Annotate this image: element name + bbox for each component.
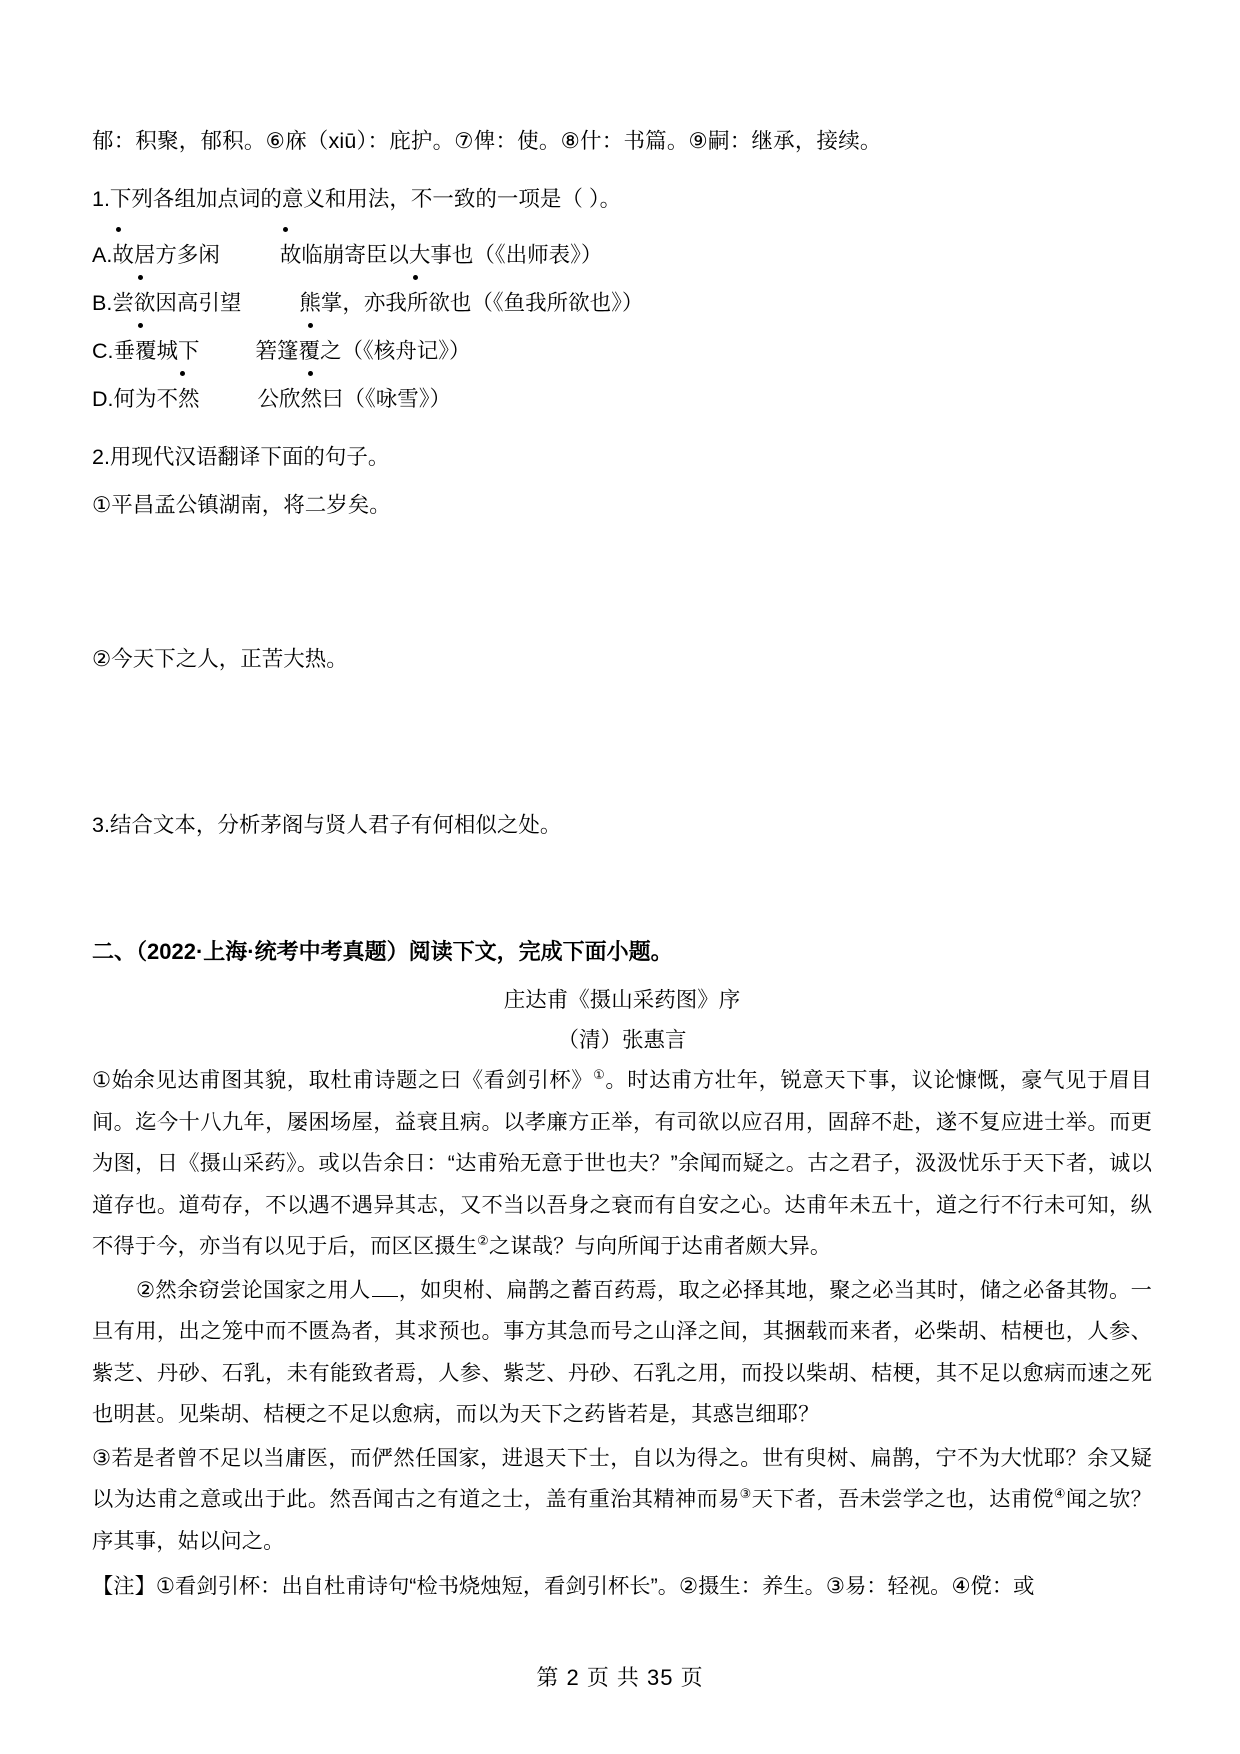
option-c-label: C.: [92, 339, 114, 363]
option-a-label: A.: [92, 243, 113, 267]
page-footer: 第 2 页 共 35 页: [536, 1665, 704, 1690]
option-c[interactable]: [92, 336, 1152, 366]
footnote-continuation: 郁：积聚，郁积。⑥庥（xiū）：庇护。⑦俾：使。⑧什：书篇。⑨嗣：继承，接续。: [92, 129, 882, 153]
option-a-left: 故居方多闲: [112, 243, 220, 267]
paragraph-2-marker: ②: [136, 1277, 156, 1302]
answer-space-2-2[interactable]: [92, 682, 1152, 802]
footnote-marker-3: ③: [739, 1485, 752, 1501]
section-two-heading: 二、（2022·上海·统考中考真题）阅读下文，完成下面小题。: [92, 939, 673, 964]
emphasis-dot: [308, 323, 313, 328]
option-d-label: D.: [92, 387, 114, 411]
answer-space-2-1[interactable]: [92, 528, 1152, 636]
option-a-right: 故临崩寄臣以大事也（《出师表》）: [279, 243, 603, 267]
emphasis-dot: [138, 323, 143, 328]
emphasis-dot: [413, 275, 418, 280]
emphasis-dot: [308, 371, 313, 376]
option-a[interactable]: [92, 240, 1152, 270]
passage-title: 庄达甫《摄山采药图》序: [503, 988, 741, 1012]
passage-paragraph-1: [92, 1060, 1152, 1268]
paragraph-1-text-b: 。时达甫方壮年，锐意天下事，议论慷慨，豪气见于眉目间。迄今十八九年，屡困场屋，益衰且病。以孝廉方正举，有司欲以应召用，固辞不赴，遂不复应进士举。而更为图，日《摄山采药》。或以告余日：“达甫殆无意于世也夫？”余闻而疑之。古之君子，汲汲忧乐于天下者，诚以道存也。道苟存，不以遇不遇异其志，又不当以吾身之衰而有自安之心。达甫年未五十，道之行不行未可知，纵不得于今，亦当有以见于后，而区区摄生: [92, 1068, 1152, 1258]
passage-paragraph-2: [92, 1270, 1152, 1436]
option-b-left: 尝欲因高引望: [112, 291, 242, 315]
option-b-right: 熊掌，亦我所欲也（《鱼我所欲也》）: [299, 291, 644, 315]
passage-paragraph-3: [92, 1438, 1152, 1563]
option-b-label: B.: [92, 291, 113, 315]
option-d-left: 何为不然: [113, 387, 200, 411]
question-2-item-2: ②今天下之人，正苦大热。: [92, 647, 348, 671]
paragraph-2-text-b: ，如臾柎、扁鹊之蓄百药焉，取之必择其地，聚之必当其时，储之必备其物。一旦有用，出之笼中而不匮為者，其求预也。事方其急而号之山泽之间，其捆载而来者，必柴胡、桔梗也，人参、紫芝、丹砂、石乳，未有能致者焉，人参、紫芝、丹砂、石乳之用，而投以柴胡、桔梗，其不足以愈病而速之死也明甚。见柴胡、桔梗之不足以愈病，而以为天下之药皆若是，其惑岂细耶？: [92, 1277, 1152, 1426]
emphasis-dot: [283, 227, 288, 232]
emphasis-dot: [138, 275, 143, 280]
option-d[interactable]: [92, 384, 1152, 414]
option-c-right: 箬篷覆之（《核舟记》）: [255, 339, 471, 363]
option-b[interactable]: [92, 288, 1152, 318]
passage-notes: 【注】①看剑引杯：出自杜甫诗句“检书烧烛短，看剑引杯长”。②摄生：养生。③易：轻视。④傥：或: [92, 1574, 1035, 1598]
footnote-marker-1: ①: [593, 1066, 606, 1082]
paragraph-2-text-a: 然余窃尝论国家之用人: [155, 1277, 371, 1302]
question-2-prompt: 2.用现代汉语翻译下面的句子。: [92, 445, 390, 469]
emphasis-dot: [180, 371, 185, 376]
paragraph-1-text-c: 之谋哉？与向所闻于达甫者颇大异。: [488, 1234, 832, 1258]
footnote-marker-2: ②: [477, 1232, 489, 1248]
option-d-right: 公欣然曰（《咏雪》）: [257, 387, 452, 411]
option-c-left: 垂覆城下: [113, 339, 200, 363]
paragraph-3-text-c: 闻之欤？序其事，姑以问之。: [92, 1487, 1152, 1553]
question-3-prompt: 3.结合文本，分析茅阁与贤人君子有何相似之处。: [92, 813, 562, 837]
paragraph-3-text-b: 天下者，吾未尝学之也，达甫傥: [751, 1487, 1054, 1511]
question-2-item-1: ①平昌孟公镇湖南，将二岁矣。: [92, 493, 391, 517]
question-1-prompt: 1.下列各组加点词的意义和用法，不一致的一项是（ ）。: [92, 187, 622, 211]
paragraph-3-text-a: 若是者曾不足以当庸医，而俨然任国家，进退天下士，自以为得之。世有臾树、扁鹊，宁不为大忧耶？余又疑以为达甫之意或出于此。然吾闻古之有道之士，盖有重治其精神而易: [92, 1445, 1152, 1511]
paragraph-3-marker: ③: [92, 1445, 112, 1470]
fill-in-blank[interactable]: [372, 1296, 398, 1297]
paragraph-1-text-a: 始余见达甫图其貌，取杜甫诗题之曰《看剑引杯》: [111, 1068, 594, 1092]
emphasis-dot: [116, 227, 121, 232]
footnote-marker-4: ④: [1053, 1485, 1066, 1501]
paragraph-1-marker: ①: [92, 1068, 112, 1092]
passage-author: （清）张惠言: [557, 1028, 687, 1052]
